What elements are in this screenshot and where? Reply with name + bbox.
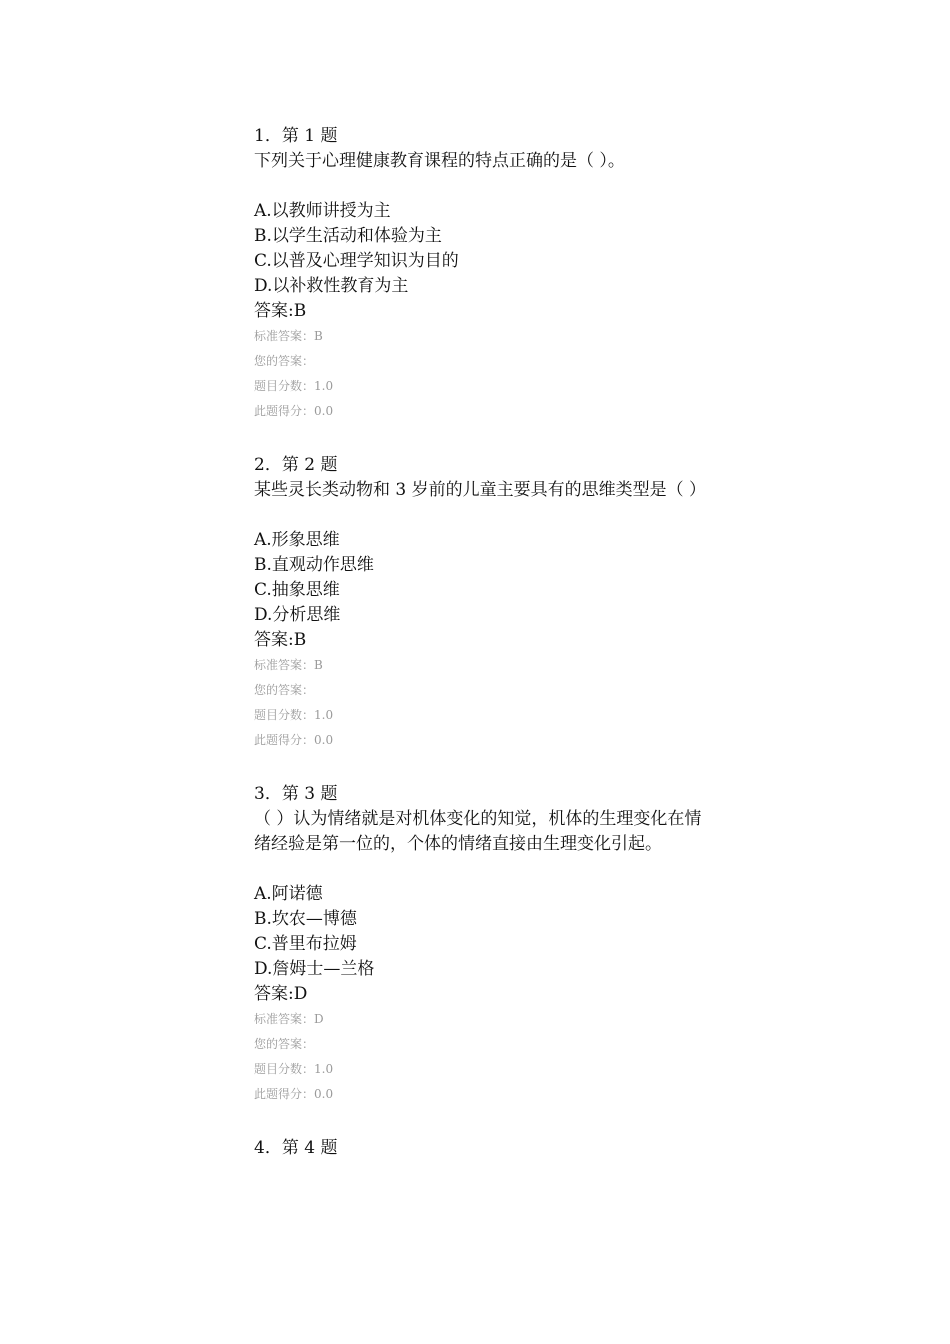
earned-score: 此题得分：0.0 <box>254 733 334 747</box>
answer-line: 答案:B <box>254 630 307 650</box>
option-a: A.阿诺德 <box>254 884 323 904</box>
your-answer: 您的答案： <box>254 683 315 697</box>
standard-answer: 标准答案：B <box>254 329 323 343</box>
question-4 <box>254 1136 714 1161</box>
question-2 <box>254 453 714 753</box>
question-score: 题目分数：1.0 <box>254 1062 334 1076</box>
option-b: B.坎农—博德 <box>254 909 357 929</box>
option-a: A.以教师讲授为主 <box>254 201 391 221</box>
option-b: B.直观动作思维 <box>254 555 374 575</box>
question-score: 题目分数：1.0 <box>254 379 334 393</box>
option-a: A.形象思维 <box>254 530 340 550</box>
question-gap <box>254 1107 714 1136</box>
your-answer: 您的答案： <box>254 354 315 368</box>
option-c: C.抽象思维 <box>254 580 340 600</box>
your-answer: 您的答案： <box>254 1037 315 1051</box>
option-d: D.分析思维 <box>254 605 341 625</box>
question-gap <box>254 424 714 453</box>
standard-answer: 标准答案：B <box>254 658 323 672</box>
question-gap <box>254 753 714 782</box>
document-page <box>254 124 714 1161</box>
question-text: 下列关于心理健康教育课程的特点正确的是（ ）。 <box>254 151 625 171</box>
question-3 <box>254 782 714 1107</box>
answer-line: 答案:D <box>254 984 308 1004</box>
option-c: C.以普及心理学知识为目的 <box>254 251 459 271</box>
option-c: C.普里布拉姆 <box>254 934 357 954</box>
blank-line <box>254 503 714 528</box>
earned-score: 此题得分：0.0 <box>254 1087 334 1101</box>
option-b: B.以学生活动和体验为主 <box>254 226 442 246</box>
question-heading: 2．第 2 题 <box>254 455 338 475</box>
option-d: D.以补救性教育为主 <box>254 276 409 296</box>
question-heading: 4．第 4 题 <box>254 1138 338 1158</box>
question-heading: 3．第 3 题 <box>254 784 338 804</box>
option-d: D.詹姆士—兰格 <box>254 959 375 979</box>
question-text: 某些灵长类动物和 3 岁前的儿童主要具有的思维类型是（ ） <box>254 480 707 500</box>
earned-score: 此题得分：0.0 <box>254 404 334 418</box>
question-text: （ ）认为情绪就是对机体变化的知觉，机体的生理变化在情绪经验是第一位的，个体的情绪直接由生理变化引起。 <box>254 809 702 854</box>
question-heading: 1．第 1 题 <box>254 126 338 146</box>
question-1 <box>254 124 714 424</box>
standard-answer: 标准答案：D <box>254 1012 324 1026</box>
blank-line <box>254 857 714 882</box>
answer-line: 答案:B <box>254 301 307 321</box>
question-score: 题目分数：1.0 <box>254 708 334 722</box>
blank-line <box>254 174 714 199</box>
